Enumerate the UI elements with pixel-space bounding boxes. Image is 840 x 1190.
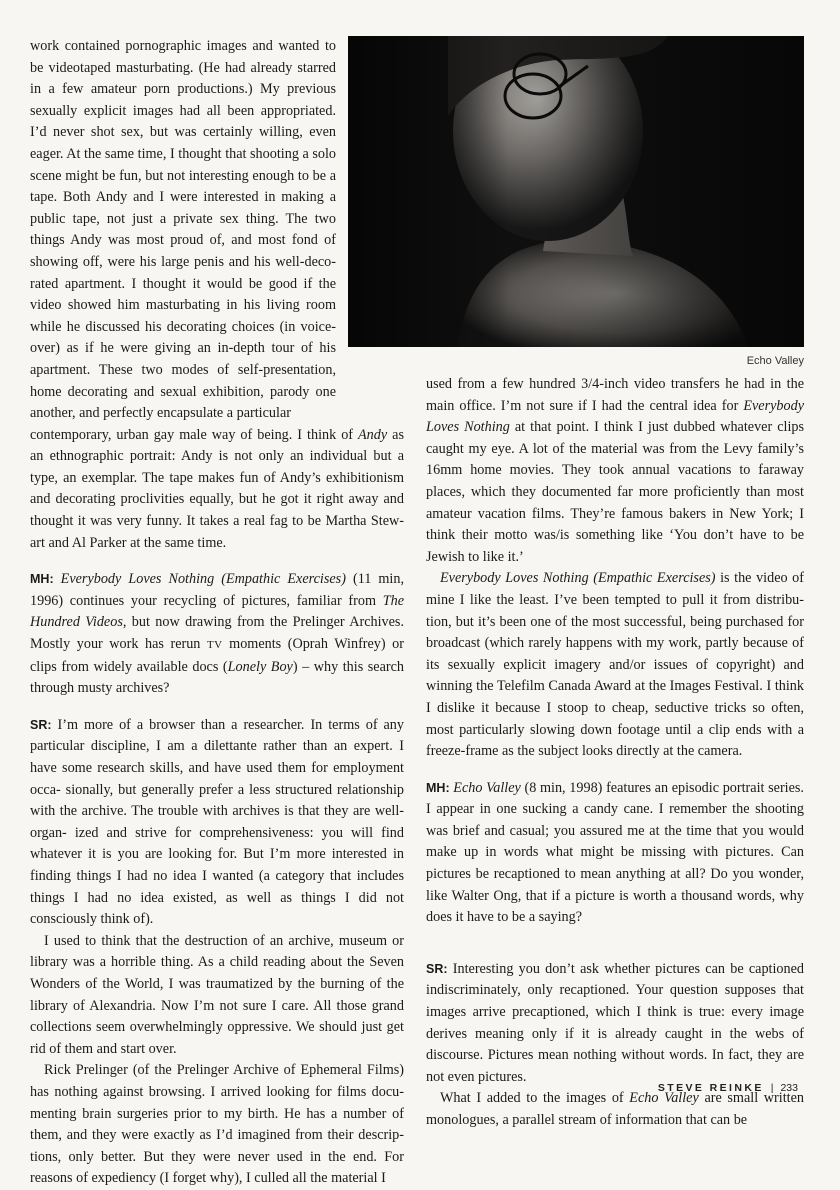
portrait-illustration [348, 36, 804, 347]
speaker-label: MH: [30, 572, 54, 587]
speaker-label: SR: [426, 961, 448, 976]
speaker-label: MH: [426, 780, 450, 795]
running-head: STEVE REINKE [657, 1082, 764, 1094]
answer-recaptioned: SR: Interesting you don’t ask whether pictures can be captioned indiscriminately, only recaptioned. Your question supposes that images arrive precaptioned, which I think is true: every image derives meaning only if it is already caught in the webs of discourse. Pictures mean nothing without words. In fact, they are not even pictures. [426, 960, 804, 1085]
paragraph-andy-intro: work contained pornographic images and wanted to be videotaped masturbating. (He had already starred in a few amateur porn productions.) My previous sexually explicit images had all been appropriated. I’d never shot sex, but was certainly willing, even eager. At the same time, I thought that shooting a solo scene might be fun, but not interesting enough to be a tape. Both Andy and I were interested in making a public tape, not just a private sex thing. The two things Andy was most proud of, and most fond of showing off, were his large penis and his well-deco- rated apartment. I thought it would be good if the video showed him masturbating in his living room while he discussed his decorating choices (in voice- over) as if he were giving an in-depth tour of his apartment. These two modes of self-presentation, home decorating and sexual exhibition, parody one another, and perfectly encapsulate a particular [30, 38, 336, 422]
paragraph-video-transfers: used from a few hundred 3/4-inch video transfers he had in the main office. I’m not sure if I had the central idea for Everybody Loves Nothing at that point. I think I just dubbed whatever clips caught my eye. A lot of the material was from the Levy family’s 16mm home movies. They took annual vacations to faraway places, which they documented far more proficiently than most amateur vacation films. They’re famous bakers in New York; I think their motto was/is something like ‘You don’t have to be Jewish to like it.’ [426, 376, 805, 565]
paragraph-alexandria: I used to think that the destruction of an archive, museum or library was a horrible thing. As a child reading about the Seven Wonders of the World, I was traumatized by the burning of the library of Alexandria. Now I’m not sure I care. All those grand collections seem overwhelmingly oppressive. We should just get rid of them and start over. [30, 932, 404, 1057]
left-column [30, 36, 404, 1190]
footer-separator: | [770, 1082, 774, 1094]
echo-valley-photo [348, 36, 804, 347]
answer-browser: SR: I’m more of a browser than a researcher. In terms of any particular discipline, I am a dilettante rather than an expert. I have some research skills, and have used them for employment occa- sionally, but generally prefer a less structured relationship with the archive. The trouble with archives is that they are well-organ- ized and strive for comprehensiveness: you will find whatever it is you are looking for. But I’m more interested in finding things I had no idea I wanted (a category that includes things I had no idea existed, as well as things I did not consciously think of). [30, 716, 404, 928]
paragraph-prelinger: Rick Prelinger (of the Prelinger Archive of Ephemeral Films) has nothing against browsing. I arrived looking for films docu- menting brain surgeries prior to my birth. He has a number of them, and they were exactly as I’d imagined from their descrip- tions, only better. But they were never used in the end. For reasons of expediency (I forget why), I culled all the material I [30, 1062, 404, 1187]
page-number: 233 [780, 1082, 798, 1094]
paragraph-andy-portrait: contemporary, urban gay male way of being. I think of Andy as an ethnographic portrait: Andy is not only an individual but a type, an exemplar. The tape makes fun of Andy’s exhibitionism and decorating proclivities equally, but he got it right away and thought it was very funny. It takes a real fag to be Martha Stew- art and Al Parker at the same time. [30, 426, 404, 551]
page-footer [658, 1082, 798, 1094]
speaker-label: SR: [30, 717, 52, 732]
right-column [426, 374, 804, 1132]
paragraph-monologues: What I added to the images of Echo Valley are small written monologues, a parallel stream of information that can be [426, 1090, 804, 1128]
figure-caption: Echo Valley [746, 355, 804, 367]
question-everybody-loves-nothing: MH: Everybody Loves Nothing (Empathic Exercises) (11 min, 1996) continues your recycling of pictures, familiar from The Hundred Videos, but now drawing from the Prelinger Archives. Mostly your work has rerun TV moments (Oprah Winfrey) or clips from widely available docs (Lonely Boy) – why this search through musty archives? [30, 571, 405, 697]
paragraph-least-liked: Everybody Loves Nothing (Empathic Exercises) is the video of mine I like the least. I’ve been tempted to pull it from distribu- tion, but it’s been one of the most successful, being purchased for broadcast (which rarely happens with my work, partly because of its sexually explicit imagery and/or issues of copyright) and winning the Telefilm Canada Award at the Images Festival. I think I dislike it because I stoop to cheap, seductive tricks so often, most particularly slowing down footage until a clip ends with a freeze-frame as the subject looks directly at the camera. [426, 570, 804, 760]
question-echo-valley: MH: Echo Valley (8 min, 1998) features an episodic portrait series. I appear in one sucking a candy cane. I remember the shooting was brief and casual; you assured me at the time that you would make up in words what might be missing with pictures. Can pictures be recaptioned to mean anything at all? Do you wonder, like Walter Ong, that if a picture is worth a thousand words, why does it have to be a saying? [426, 779, 804, 926]
